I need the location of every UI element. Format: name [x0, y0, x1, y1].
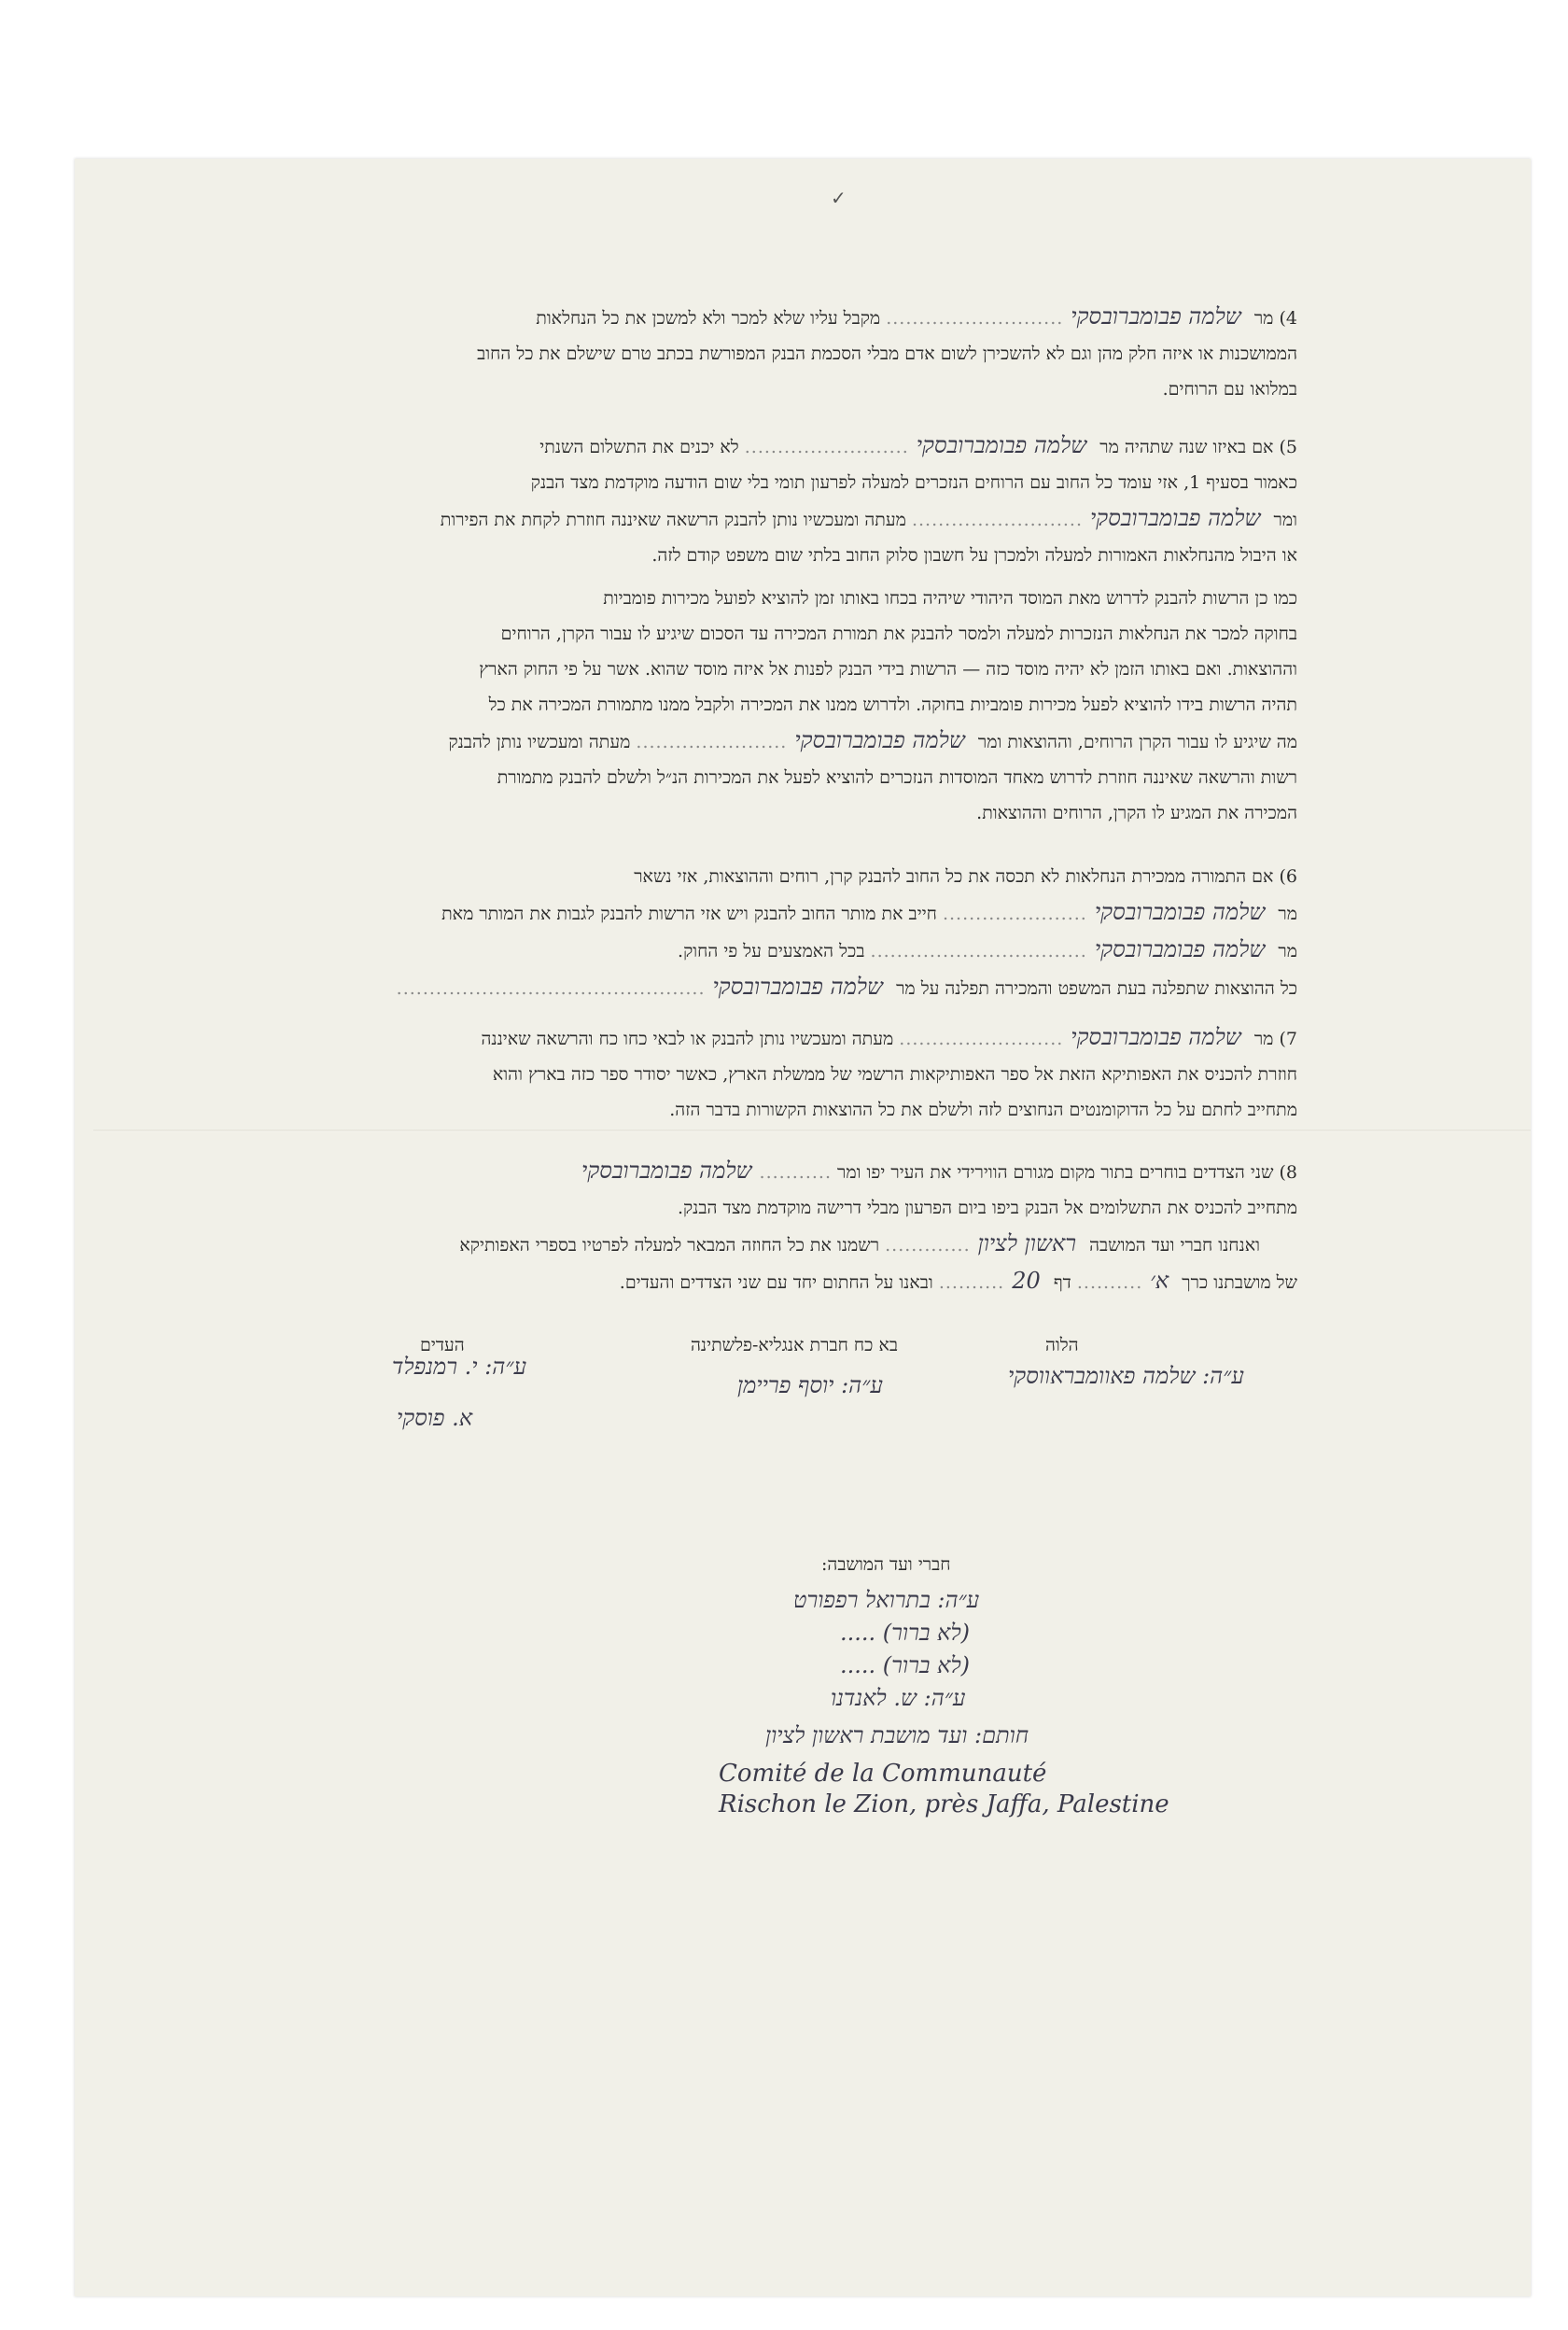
borrower-handwritten-name: שלמה פבומברובסקי — [581, 1158, 752, 1184]
clause-5-line-2: כאמור בסעיף 1, אזי עומד כל החוב עם הרוחים הנזכרים למעלה לפרעון תומי בלי שום הודעה מוקדמת מצד הבנק — [530, 472, 1297, 493]
paper-fold-line — [93, 1130, 1531, 1132]
clause-4-line-2: הממושכנות או איזה חלק מהן וגם לא להשכירן לשום אדם מבלי הסכמת הבנק המפורשת בכתב טרם שישלם את כל החוב — [477, 344, 1297, 364]
clause-5 — [271, 428, 1297, 573]
clause-8-line-3: ואנחנו חברי ועד המושבה ראשון לציון............. רשמנו את כל החוזה המבאר למעלה לפרטיו בספרי האפותיקא — [459, 1230, 1260, 1256]
borrower-handwritten-name: שלמה פבומברובסקי — [1071, 1024, 1241, 1050]
clause-5b-line-5: מה שיגיע לו עבור הקרן הרוחים, וההוצאות ומר שלמה פבומברובסקי....................... מעתה ומעכשיו נותן להבנק — [448, 727, 1297, 753]
bank-representative-label: בא כח חברת אנגליא-פלשתינה — [691, 1335, 899, 1355]
witnesses-label: העדים — [420, 1335, 465, 1355]
volume-handwritten: א׳ — [1150, 1268, 1169, 1294]
clause-8-line-1: 8) שני הצדדים בוחרים בתור מקום מגורם הווירידי את העיר יפו ומר ...........שלמה פבומברובסקי — [271, 1153, 1297, 1190]
clause-7 — [271, 1019, 1297, 1128]
committee-member-2-signature: (לא ברור) ..... — [840, 1620, 971, 1646]
clause-7-line-1: 7) מר שלמה פבומברובסקי......................... מעתה ומעכשיו נותן להבנק או לבאי כחו כח והרשאה שאיננה — [481, 1024, 1297, 1050]
clause-8-line-4: של מושבתנו כרך א׳.......... דף 20.......... ובאנו על החתום יחד עם שני הצדדים והעדים. — [619, 1268, 1297, 1294]
committee-stamp-line-2: Rischon le Zion, près Jaffa, Palestine — [719, 1790, 1169, 1818]
clause-5-line-1: 5) אם באיזו שנה שתהיה מר שלמה פבומברובסקי......................... לא יכנים את התשלום השנתי — [539, 432, 1297, 458]
clause-6 — [271, 859, 1297, 1006]
clause-5b-line-7: המכירה את המגיע לו הקרן, הרוחים וההוצאות. — [976, 803, 1297, 823]
committee-member-3-signature: (לא ברור) ..... — [840, 1652, 971, 1678]
clause-5b-line-1: כמו כן הרשות להבנק לדרוש מאת המוסד היהודי שיהיה בכחו באותו זמן להוציא לפועל מכירות פומביות — [603, 588, 1297, 609]
committee-seal-signature: חותם: ועד מושבת ראשון לציון — [765, 1722, 1029, 1748]
borrower-handwritten-name: שלמה פבומברובסקי — [712, 974, 884, 1000]
check-mark: ✓ — [831, 187, 847, 209]
bank-signature: ע״ה: יוסף פריימן — [737, 1372, 883, 1398]
borrower-handwritten-name: שלמה פבומברובסקי — [1094, 936, 1266, 962]
clause-6-line-4: כל ההוצאות שתפלנה בעת המשפט והמכירה תפלנה על מר שלמה פבומברובסקי............................................... — [396, 974, 1297, 1000]
committee-label: חברי ועד המושבה: — [821, 1554, 951, 1575]
clause-5-continued — [271, 581, 1297, 831]
clause-6-line-1: 6) אם התמורה ממכירת הנחלאות לא תכסה את כל החוב להבנק קרן, רוחים וההוצאות, אזי נשאר — [634, 866, 1297, 887]
clause-6-line-2: מר שלמה פבומברובסקי...................... חייב את מותר החוב להבנק ויש אזי הרשות להבנק לגבות את המותר מאת — [441, 899, 1297, 925]
witness-2-signature: א. פוסקי — [397, 1405, 473, 1431]
clause-5b-line-2: בחוקה למכר את הנחלאות הנזכרות למעלה ולמסר להבנק את תמורת המכירה עד הסכום שיגיע לו עבור הקרן, הרוחים — [500, 624, 1297, 644]
committee-member-4-signature: ע״ה: ש. לאנדנו — [831, 1685, 966, 1711]
borrower-signature: ע״ה: שלמה פאוומבראווסקי — [1008, 1363, 1244, 1389]
borrower-handwritten-name: שלמה פבומברובסקי — [794, 727, 965, 753]
clause-7-line-3: מתחייב לחתם על כל הדוקומנטים הנחוצים לזה ולשלם את כל ההוצאות הקשורות בדבר הזה. — [669, 1100, 1297, 1120]
clause-5-line-4: או היבול מהנחלאות האמורות למעלה ולמכרן על חשבון סלוק החוב בלתי שום משפט קודם לזה. — [651, 545, 1297, 566]
clause-8-line-2: מתחייב להכניס את התשלומים אל הבנק ביפו ביום הפרעון מבלי דרישה מוקדמת מצד הבנק. — [677, 1198, 1297, 1218]
clause-5b-line-4: תהיה הרשות בידו להוציא לפעל מכירות פומביות בחוקה. ולדרוש ממנו את המכירה ולקבל ממנו מתמורת המכירה את כל — [488, 695, 1297, 715]
borrower-handwritten-name: שלמה פבומברובסקי — [1089, 505, 1261, 531]
colony-handwritten-name: ראשון לציון — [977, 1230, 1077, 1256]
clause-7-line-2: חוזרת להכניס את האפותיקא הזאת אל ספר האפותיקאות הרשמי של ממשלת הארץ, כאשר יסודר ספר כזה בארץ והוא — [492, 1064, 1297, 1085]
borrower-handwritten-name: שלמה פבומברובסקי — [916, 432, 1087, 458]
clause-5-line-3: ומר שלמה פבומברובסקי.......................... מעתה ומעכשיו נותן להבנק הרשאה שאיננה חוזרת לקחת את הפירות — [440, 505, 1297, 531]
clause-5b-line-3: וההוצאות. ואם באותו הזמן לא יהיה מוסד כזה — הרשות בידי הבנק לפנות אל איזה מוסד שהוא. אשר על פי החוק הארץ — [479, 659, 1297, 680]
clause-8 — [271, 1153, 1297, 1300]
page-handwritten: 20 — [1012, 1268, 1041, 1294]
clause-4-line-1: 4) מר שלמה פבומברובסקי........................... מקבל עליו שלא למכר ולא למשכן את כל הנחלאות — [536, 303, 1297, 330]
borrower-label: הלוה — [1045, 1335, 1079, 1355]
committee-stamp-line-1: Comité de la Communauté — [719, 1760, 1047, 1788]
clause-4-line-3: במלואו עם הרוחים. — [1162, 379, 1297, 400]
clause-6-line-3: מר שלמה פבומברובסקי................................. בכל האמצעים על פי החוק. — [678, 936, 1297, 962]
clause-5b-line-6: רשות והרשאה שאיננה חוזרת לדרוש מאחד המוסדות הנזכרים להוציא לפעל את המכירות הנ״ל ולשלם להבנק מתמורת — [497, 767, 1297, 788]
witness-1-signature: ע״ה: י. רמנפלד — [392, 1354, 527, 1380]
borrower-handwritten-name: שלמה פבומברובסקי — [1071, 303, 1241, 330]
borrower-handwritten-name: שלמה פבומברובסקי — [1094, 899, 1266, 925]
committee-member-1-signature: ע״ה: בתרואל רפפורט — [793, 1587, 980, 1613]
clause-4 — [271, 299, 1297, 407]
